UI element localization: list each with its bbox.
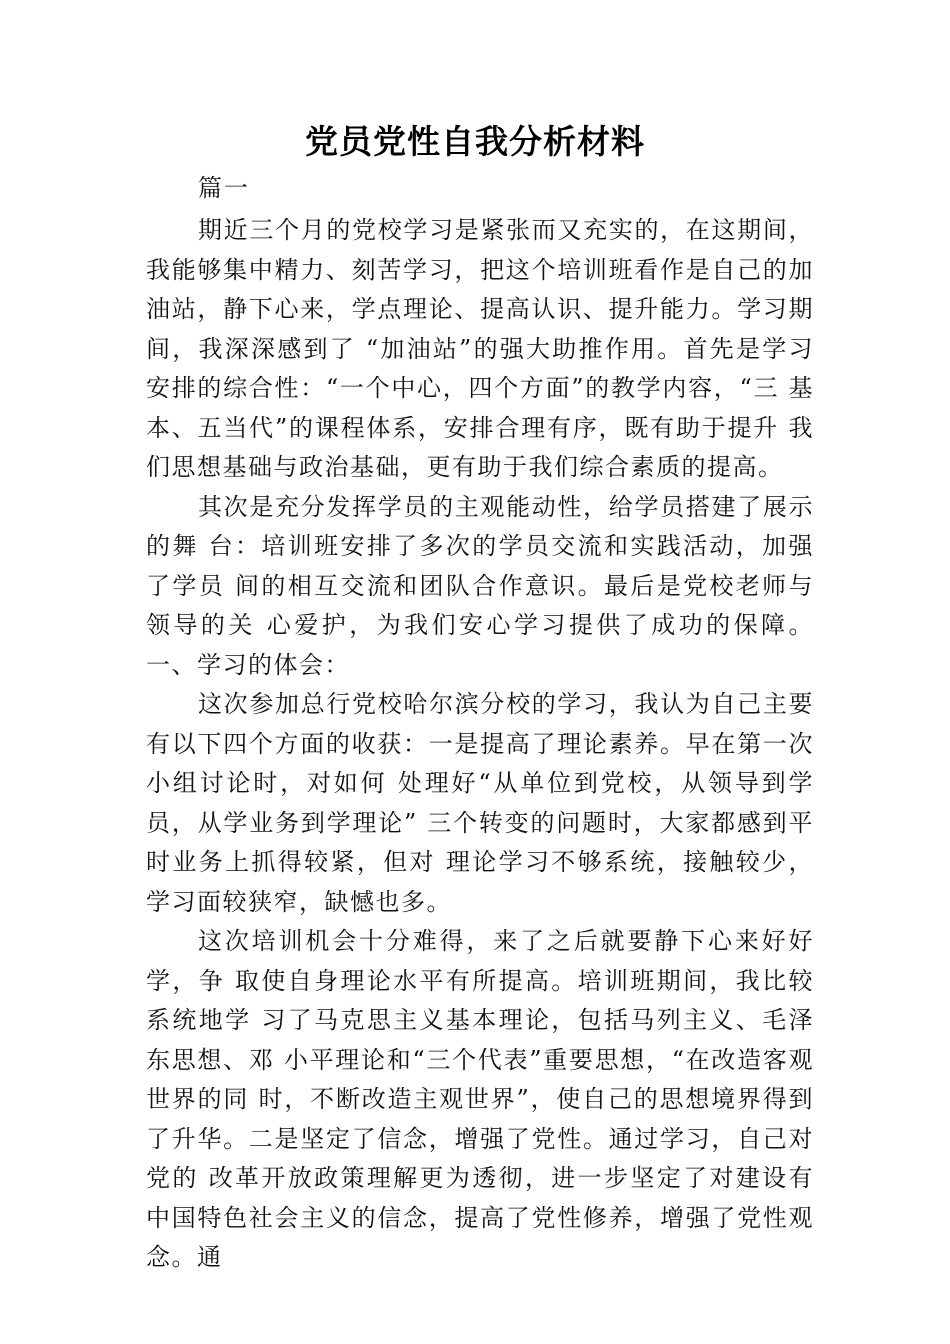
- section-label: 篇一: [198, 174, 250, 202]
- document-body: [146, 211, 814, 1278]
- paragraph-4: 这次培训机会十分难得，来了之后就要静下心来好好学，争 取使自身理论水平有所提高。培训班期间，我比较系统地学 习了马克思主义基本理论，包括马列主义、毛泽东思想、邓 小平理论和“三个代表”重要思想，“在改造客观世界的同 时，不断改造主观世界”，使自己的思想境界得到了升华。二是坚定了信念，增强了党性。通过学习，自己对党的 改革开放政策理解更为透彻，进一步坚定了对建设有中国特色社会主义的信念，提高了党性修养，增强了党性观念。通: [146, 927, 814, 1271]
- paragraph-3: 这次参加总行党校哈尔滨分校的学习，我认为自己主要有以下四个方面的收获：一是提高了理论素养。早在第一次小组讨论时，对如何 处理好“从单位到党校，从领导到学员，从学业务到学理论” 三个转变的问题时，大家都感到平时业务上抓得较紧，但对 理论学习不够系统，接触较少，学习面较狭窄，缺憾也多。: [146, 690, 814, 916]
- paragraph-1: 期近三个月的党校学习是紧张而又充实的，在这期间，我能够集中精力、刻苦学习，把这个培训班看作是自己的加油站，静下心来，学点理论、提高认识、提升能力。学习期 间，我深深感到了 “加油站”的强大助推作用。首先是学习 安排的综合性：“一个中心，四个方面”的教学内容，“三 基本、五当代”的课程体系，安排合理有序，既有助于提升 我们思想基础与政治基础，更有助于我们综合素质的提高。: [146, 216, 814, 481]
- document-title: 党员党性自我分析材料: [305, 122, 645, 161]
- paragraph-2: 其次是充分发挥学员的主观能动性，给学员搭建了展示的舞 台：培训班安排了多次的学员交流和实践活动，加强了学员 间的相互交流和团队合作意识。最后是党校老师与领导的关 心爱护，为我们安心学习提供了成功的保障。一、学习的体会：: [146, 492, 814, 679]
